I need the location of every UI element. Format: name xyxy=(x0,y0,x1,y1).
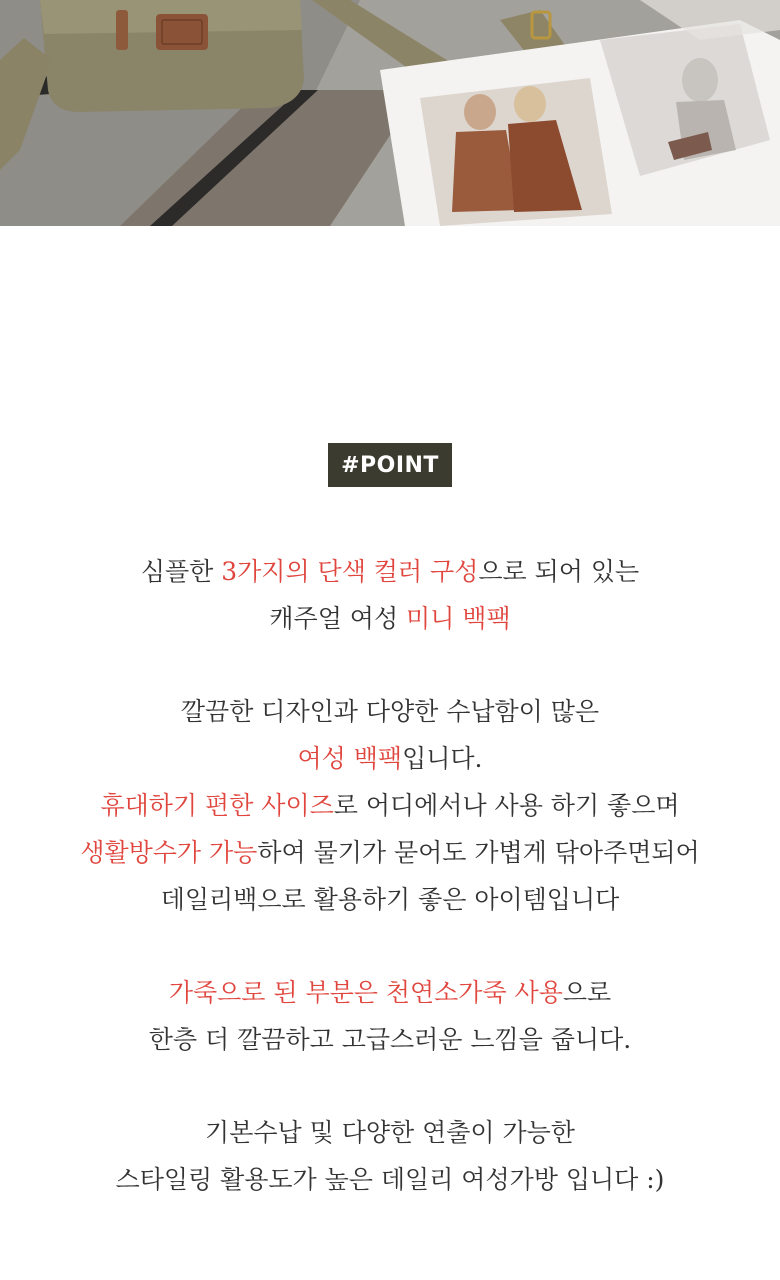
description-line xyxy=(0,829,780,876)
paragraph-gap xyxy=(0,923,780,969)
description-paragraph xyxy=(0,548,780,642)
body-text: 입니다. xyxy=(402,744,483,773)
highlight-text: 미니 백팩 xyxy=(406,604,511,633)
body-text: 로 어디에서나 사용 하기 좋으며 xyxy=(333,791,680,820)
body-text: 심플한 xyxy=(140,557,222,586)
highlight-text: 휴대하기 편한 사이즈 xyxy=(100,791,334,820)
highlight-text: 가죽으로 된 부분은 천연소가죽 사용 xyxy=(168,978,563,1007)
body-text: 한층 더 깔끔하고 고급스러운 느낌을 줍니다. xyxy=(148,1025,632,1054)
description-line xyxy=(0,548,780,595)
paragraph-gap xyxy=(0,1063,780,1109)
highlight-text: 여성 백팩 xyxy=(297,744,403,773)
description-line xyxy=(0,1016,780,1063)
product-description xyxy=(0,548,780,1203)
highlight-text: 3가지의 단색 컬러 구성 xyxy=(221,557,479,586)
description-paragraph xyxy=(0,688,780,923)
body-text: 으로 되어 있는 xyxy=(478,557,640,586)
body-text: 으로 xyxy=(562,978,612,1007)
product-photo xyxy=(0,0,780,226)
body-text: 캐주얼 여성 xyxy=(269,604,407,633)
point-tag: #POINT xyxy=(328,443,452,487)
description-paragraph xyxy=(0,969,780,1063)
body-text: 데일리백으로 활용하기 좋은 아이템입니다 xyxy=(160,885,620,914)
description-line xyxy=(0,595,780,642)
description-line xyxy=(0,782,780,829)
paragraph-gap xyxy=(0,642,780,688)
body-text: 깔끔한 디자인과 다양한 수납함이 많은 xyxy=(180,697,600,726)
highlight-text: 생활방수가 가능 xyxy=(80,838,258,867)
body-text: 하여 물기가 묻어도 가볍게 닦아주면되어 xyxy=(257,838,700,867)
description-paragraph xyxy=(0,1109,780,1203)
description-line xyxy=(0,735,780,782)
body-text: 스타일링 활용도가 높은 데일리 여성가방 입니다 :) xyxy=(115,1165,665,1194)
description-line xyxy=(0,876,780,923)
description-line xyxy=(0,1156,780,1203)
description-line xyxy=(0,969,780,1016)
description-line xyxy=(0,688,780,735)
description-line xyxy=(0,1109,780,1156)
body-text: 기본수납 및 다양한 연출이 가능한 xyxy=(205,1118,575,1147)
